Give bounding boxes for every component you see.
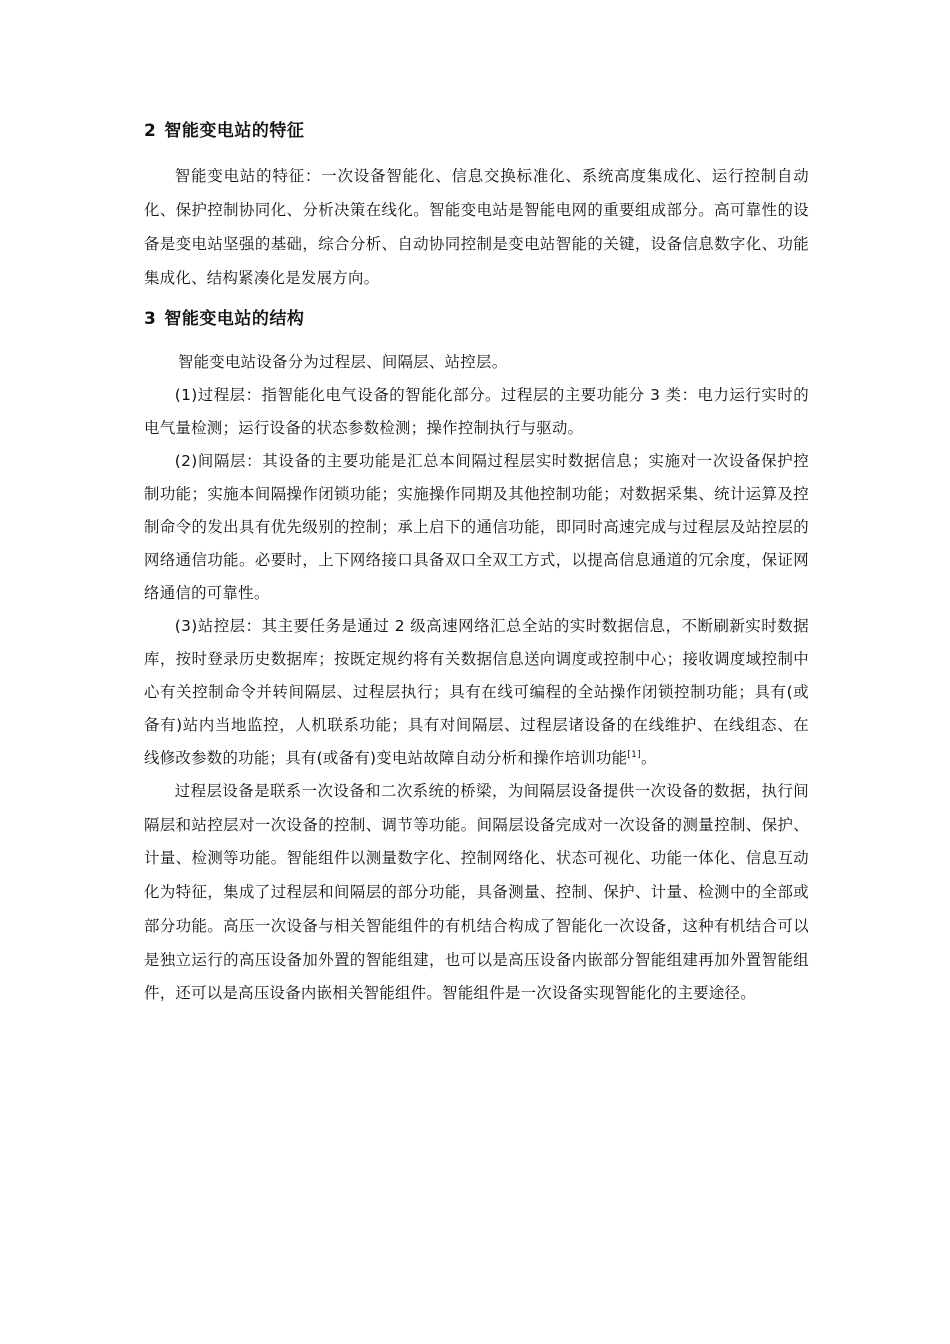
citation-reference: [1] bbox=[627, 749, 641, 760]
list-item-paragraph bbox=[144, 610, 809, 775]
paragraph-end-punctuation: 。 bbox=[640, 749, 657, 767]
paragraph-text: (3)站控层：其主要任务是通过 2 级高速网络汇总全站的实时数据信息，不断刷新实时数据库，按时登录历史数据库；按既定规约将有关数据信息送向调度或控制中心；接收调度域控制中心有关控制命令并转间隔层、过程层执行；具有在线可编程的全站操作闭锁控制功能；具有(或备有)站内当地监控，人机联系功能；具有对间隔层、过程层诸设备的在线维护、在线组态、在线修改参数的功能；具有(或备有)变电站故障自动分析和操作培训功能 bbox=[144, 617, 809, 767]
section-number: 2 bbox=[144, 121, 157, 141]
section-number: 3 bbox=[144, 309, 157, 329]
paragraph: 智能变电站的特征：一次设备智能化、信息交换标准化、系统高度集成化、运行控制自动化、保护控制协同化、分析决策在线化。智能变电站是智能电网的重要组成部分。高可靠性的设备是变电站坚强的基础，综合分析、自动协同控制是变电站智能的关键，设备信息数字化、功能集成化、结构紧凑化是发展方向。 bbox=[144, 167, 809, 287]
section-title: 智能变电站的结构 bbox=[164, 309, 305, 329]
paragraph: 智能变电站设备分为过程层、间隔层、站控层。 bbox=[177, 353, 508, 371]
document-page bbox=[144, 118, 809, 1011]
paragraph: 过程层设备是联系一次设备和二次系统的桥梁，为间隔层设备提供一次设备的数据，执行间隔层和站控层对一次设备的控制、调节等功能。间隔层设备完成对一次设备的测量控制、保护、计量、检测等功能。智能组件以测量数字化、控制网络化、状态可视化、功能一体化、信息互动化为特征，集成了过程层和间隔层的部分功能，具备测量、控制、保护、计量、检测中的全部或部分功能。高压一次设备与相关智能组件的有机结合构成了智能化一次设备，这种有机结合可以是独立运行的高压设备加外置的智能组建，也可以是高压设备内嵌部分智能组建再加外置智能组件，还可以是高压设备内嵌相关智能组件。智能组件是一次设备实现智能化的主要途径。 bbox=[144, 782, 809, 1003]
list-item-paragraph: (1)过程层：指智能化电气设备的智能化部分。过程层的主要功能分 3 类：电力运行实时的电气量检测；运行设备的状态参数检测；操作控制执行与驱动。 bbox=[144, 386, 809, 437]
list-item-paragraph: (2)间隔层：其设备的主要功能是汇总本间隔过程层实时数据信息；实施对一次设备保护控制功能；实施本间隔操作闭锁功能；实施操作同期及其他控制功能；对数据采集、统计运算及控制命令的发出具有优先级别的控制；承上启下的通信功能，即同时高速完成与过程层及站控层的网络通信功能。必要时，上下网络接口具备双口全双工方式，以提高信息通道的冗余度，保证网络通信的可靠性。 bbox=[144, 452, 809, 602]
section-heading bbox=[144, 118, 809, 144]
section-title: 智能变电站的特征 bbox=[164, 121, 305, 141]
section-heading bbox=[144, 306, 809, 332]
